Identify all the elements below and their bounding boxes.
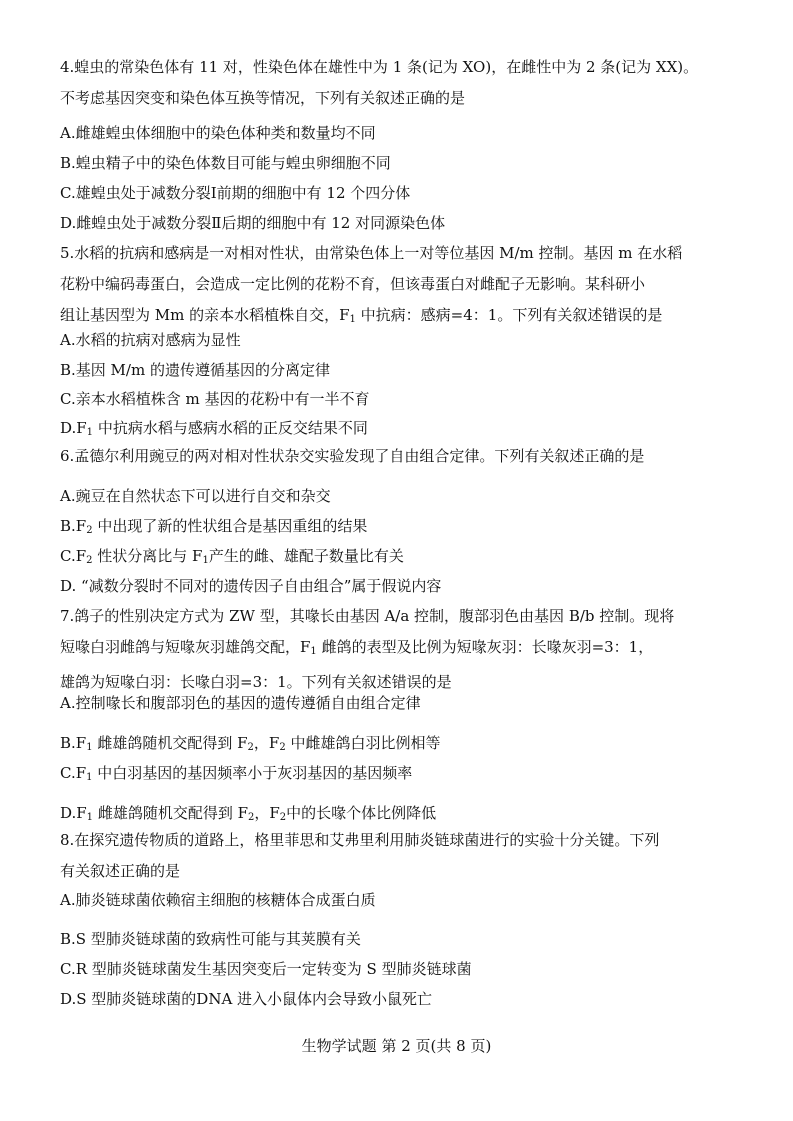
question-4-option-b: B.蝗虫精子中的染色体数目可能与蝗虫卵细胞不同 (60, 154, 391, 172)
question-4-option-a: A.雌雄蝗虫体细胞中的染色体种类和数量均不同 (60, 124, 376, 142)
question-8-stem (60, 825, 750, 887)
question-6-stem (60, 441, 750, 472)
question-5-option-c: C.亲本水稻植株含 m 基因的花粉中有一半不育 (60, 390, 370, 408)
question-5-option-d: $D.F_1$ 中抗病水稻与感病水稻的正反交结果不同 (60, 419, 368, 438)
question-5-line-1: 5.水稻的抗病和感病是一对相对性状，由常染色体上一对等位基因 M/m 控制。基因 m 在水稻 (60, 244, 683, 262)
question-7-line-3: 雄鸽为短喙白羽：长喙白羽=3：1。下列有关叙述错误的是 (60, 673, 452, 691)
question-4-option-d: D.雌蝗虫处于减数分裂Ⅱ后期的细胞中有 12 对同源染色体 (60, 214, 446, 232)
question-7-option-b: $B.F_1$ 雌雄鸽随机交配得到 $F_2$，$F_2$ 中雌雄鸽白羽比例相等 (60, 734, 441, 753)
question-8-option-a: A.肺炎链球菌依赖宿主细胞的核糖体合成蛋白质 (60, 891, 376, 909)
question-4-line-2: 不考虑基因突变和染色体互换等情况，下列有关叙述正确的是 (60, 89, 466, 107)
question-7-option-c: $C.F_1$ 中白羽基因的基因频率小于灰羽基因的基因频率 (60, 764, 413, 783)
question-8-option-b: B.S 型肺炎链球菌的致病性可能与其荚膜有关 (60, 930, 361, 948)
question-5-line-2: 花粉中编码毒蛋白，会造成一定比例的花粉不育，但该毒蛋白对雌配子无影响。某科研小 (60, 275, 646, 293)
question-7-line-2: 短喙白羽雌鸽与短喙灰羽雄鸽交配，$F_1$ 雌鸽的表型及比例为短喙灰羽：长喙灰羽=3：1， (60, 638, 654, 657)
page-footer: 生物学试题 第 2 页(共 8 页) (301, 1037, 492, 1055)
question-6-line-1: 6.孟德尔利用豌豆的两对相对性状杂交实验发现了自由组合定律。下列有关叙述正确的是 (60, 447, 645, 465)
question-6-option-d: D. “减数分裂时不同对的遗传因子自由组合”属于假说内容 (60, 577, 442, 595)
question-8-line-2: 有关叙述正确的是 (60, 862, 181, 880)
question-4-line-1: 4.蝗虫的常染色体有 11 对，性染色体在雄性中为 1 条(记为 XO)，在雌性中为 2 条(记为 XX)。 (60, 58, 699, 76)
question-5-option-b: B.基因 M/m 的遗传遵循基因的分离定律 (60, 361, 330, 379)
question-4-stem (60, 52, 750, 114)
question-8-line-1: 8.在探究遗传物质的道路上，格里菲思和艾弗里利用肺炎链球菌进行的实验十分关键。下列 (60, 831, 660, 849)
question-4-option-c: C.雄蝗虫处于减数分裂Ⅰ前期的细胞中有 12 个四分体 (60, 184, 411, 202)
question-7-option-d: $D.F_1$ 雌雄鸽随机交配得到 $F_2$，$F_2$中的长喙个体比例降低 (60, 804, 437, 823)
question-5-stem (60, 238, 750, 335)
question-5-line-3: 组让基因型为 Mm 的亲本水稻植株自交，$F_1$ 中抗病：感病=4：1。下列有关叙述错误的是 (60, 306, 663, 325)
question-8-option-c: C.R 型肺炎链球菌发生基因突变后一定转变为 S 型肺炎链球菌 (60, 960, 472, 978)
question-7-option-a: A.控制喙长和腹部羽色的基因的遗传遵循自由组合定律 (60, 694, 421, 712)
question-6-option-a: A.豌豆在自然状态下可以进行自交和杂交 (60, 487, 331, 505)
question-5-option-a: A.水稻的抗病对感病为显性 (60, 331, 241, 349)
question-7-line-1: 7.鸽子的性别决定方式为 ZW 型，其喙长由基因 A/a 控制，腹部羽色由基因 B/b 控制。现将 (60, 607, 675, 625)
question-6-option-b: $B.F_2$ 中出现了新的性状组合是基因重组的结果 (60, 517, 368, 536)
question-6-option-c: $C.F_2$ 性状分离比与 $F_1$产生的雌、雄配子数量比有关 (60, 547, 404, 566)
question-7-stem (60, 601, 750, 698)
question-8-option-d: D.S 型肺炎链球菌的DNA 进入小鼠体内会导致小鼠死亡 (60, 990, 433, 1008)
